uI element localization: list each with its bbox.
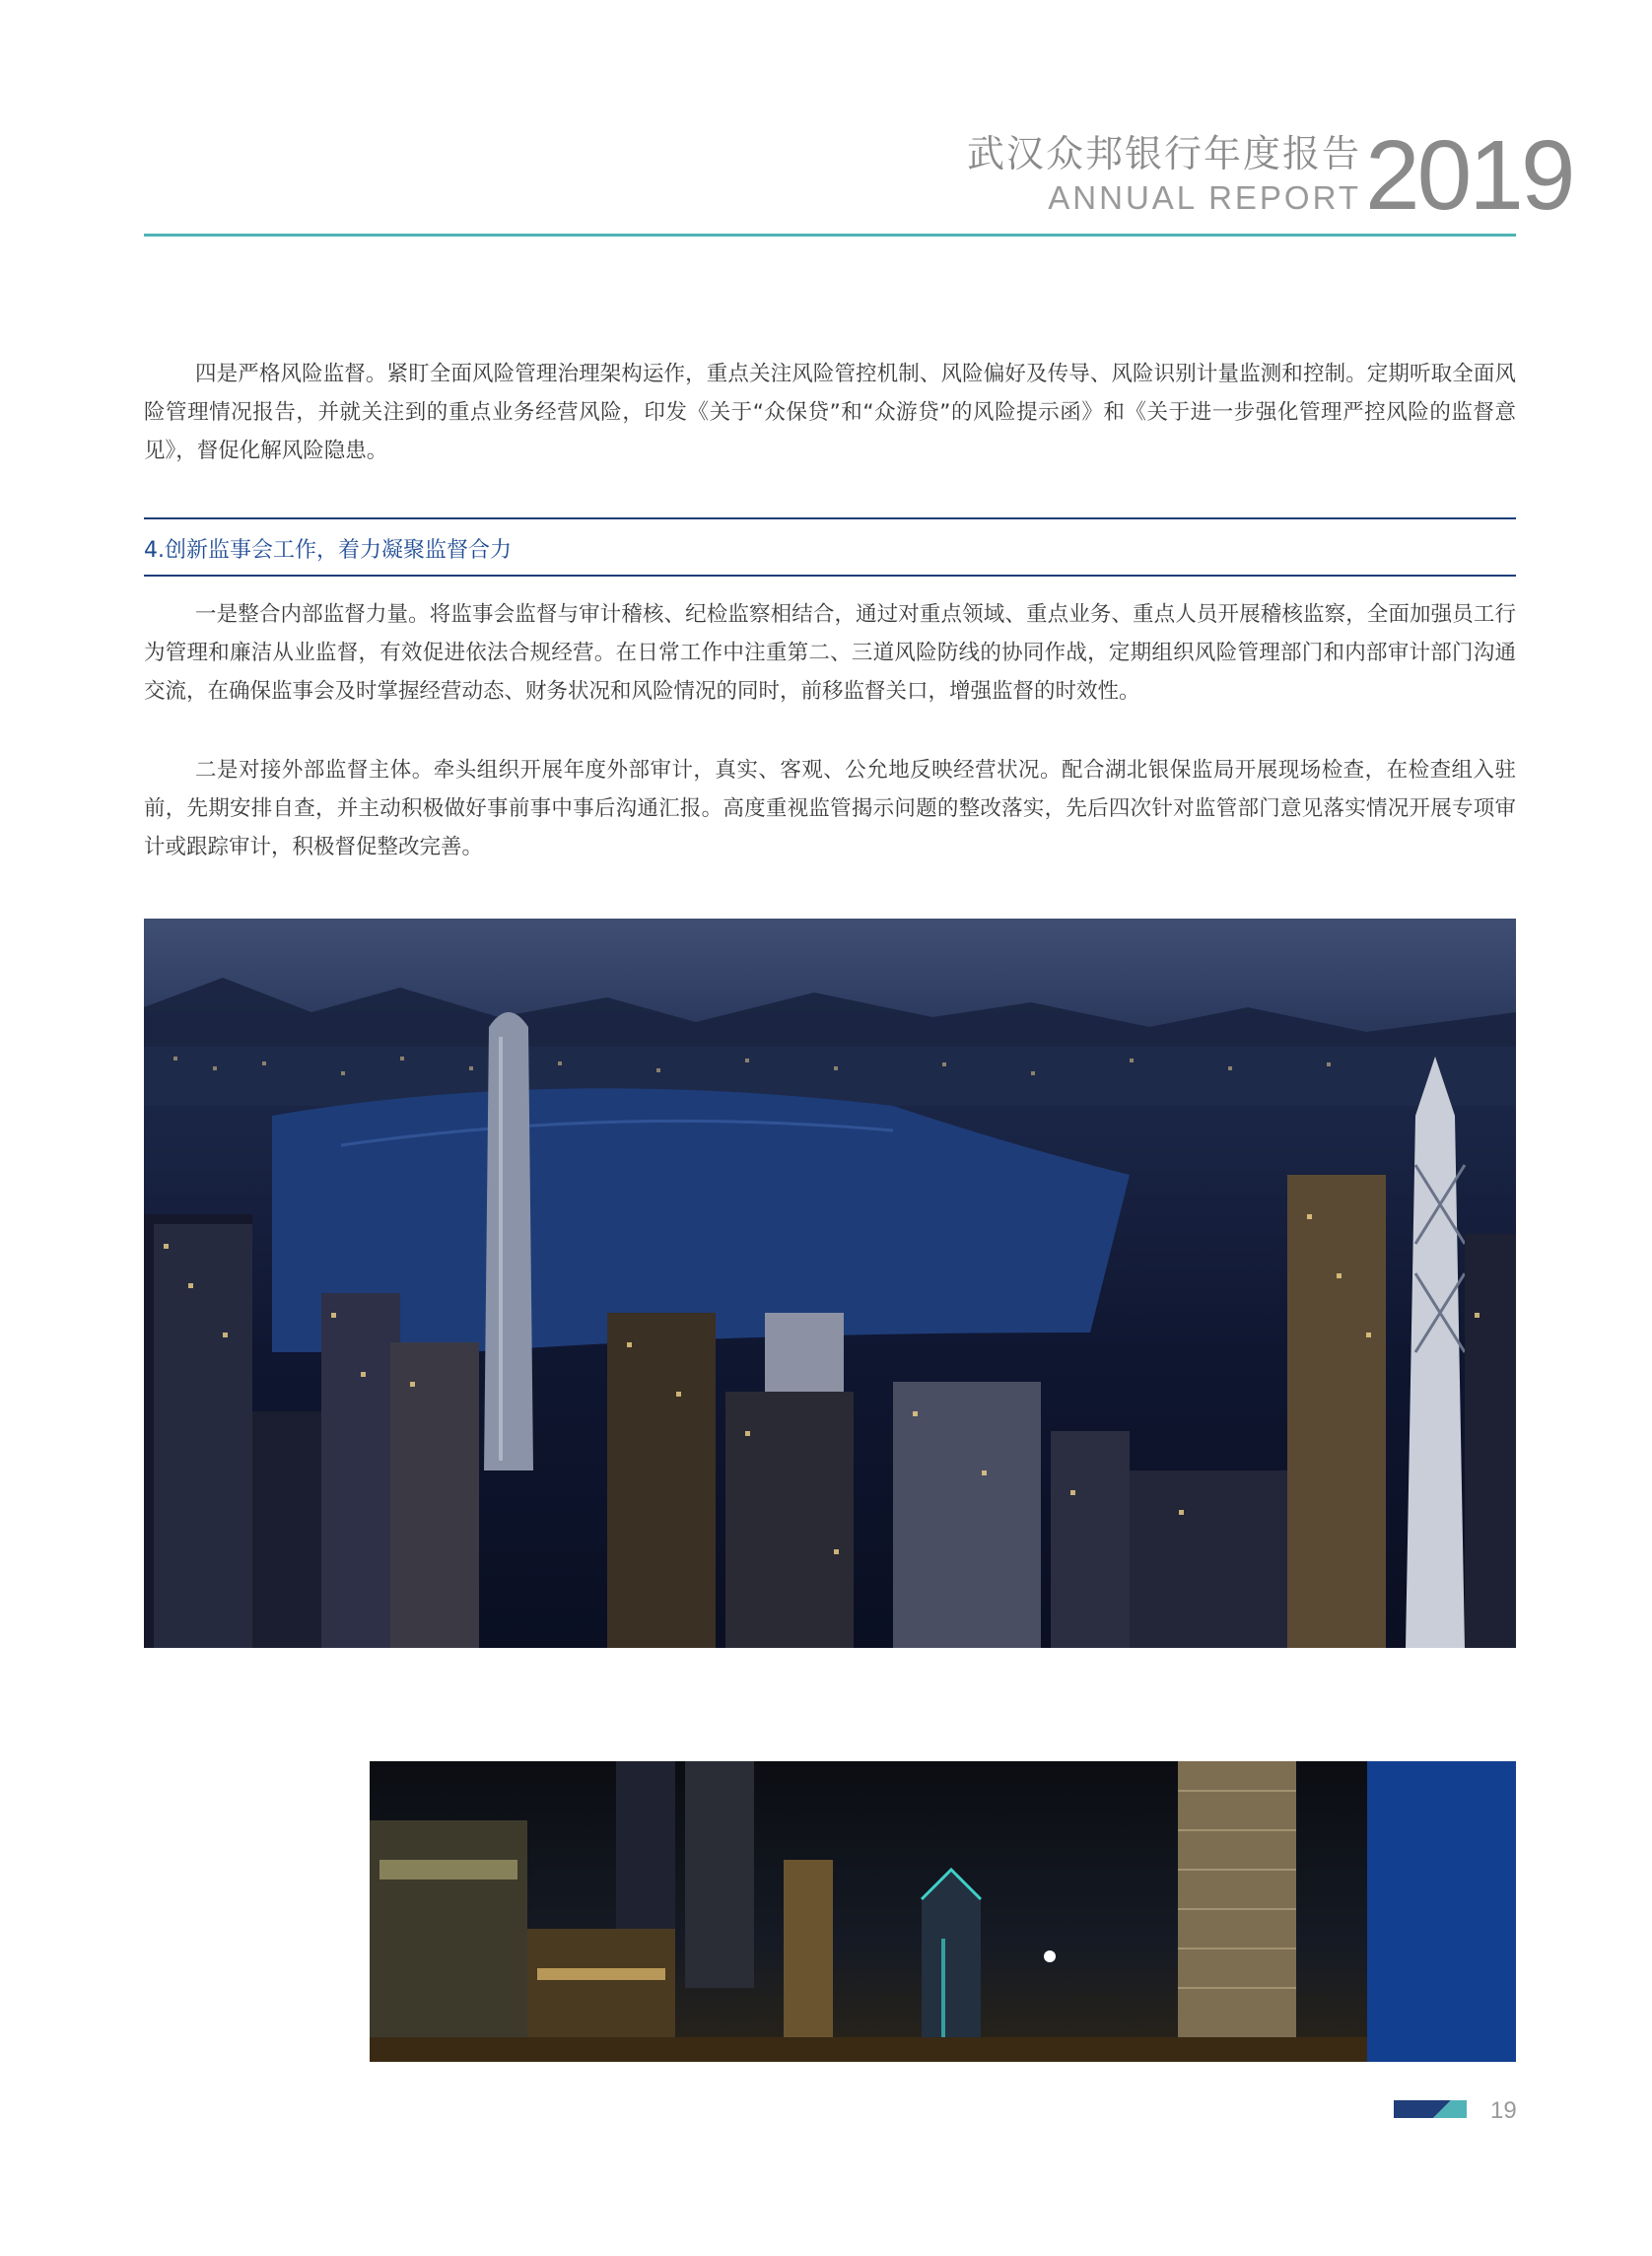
section-heading-text: 4.创新监事会工作，着力凝聚监督合力: [144, 538, 512, 563]
paragraph-risk-supervision: 四是严格风险监督。紧盯全面风险管理治理架构运作，重点关注风险管控机制、风险偏好及传导、风险识别计量监测和控制。定期听取全面风险管理情况报告，并就关注到的重点业务经营风险，印发《关于“众保贷”和“众游贷”的风险提示函》和《关于进一步强化管理严控风险的监督意见》，督促化解风险隐患。: [144, 362, 1516, 463]
header-divider: [144, 234, 1516, 237]
report-year: 2019: [1365, 120, 1573, 231]
night-street-photo: [370, 1761, 1367, 2062]
paragraph-internal-supervision: 一是整合内部监督力量。将监事会监督与审计稽核、纪检监察相结合，通过对重点领域、重点业务、重点人员开展稽核监察，全面加强员工行为管理和廉洁从业监督，有效促进依法合规经营。在日常工作中注重第二、三道风险防线的协同作战，定期组织风险管理部门和内部审计部门沟通交流，在确保监事会及时掌握经营动态、财务状况和风险情况的同时，前移监督关口，增强监督的时效性。: [144, 602, 1516, 704]
report-title-en: ANNUAL REPORT: [1048, 179, 1361, 216]
city-skyline-photo: [144, 919, 1516, 1648]
report-title-cn: 武汉众邦银行年度报告: [966, 132, 1361, 175]
accent-blue-block: [1367, 1761, 1516, 2062]
section-heading: [144, 517, 1516, 577]
street-illustration: [370, 1761, 1367, 2062]
skyline-illustration: [144, 919, 1516, 1648]
page-marker-icon: [1394, 2100, 1467, 2118]
page-number: 19: [1490, 2097, 1517, 2124]
paragraph-external-supervision: 二是对接外部监督主体。牵头组织开展年度外部审计，真实、客观、公允地反映经营状况。配合湖北银保监局开展现场检查，在检查组入驻前，先期安排自查，并主动积极做好事前事中事后沟通汇报。高度重视监管揭示问题的整改落实，先后四次针对监管部门意见落实情况开展专项审计或跟踪审计，积极督促整改完善。: [144, 758, 1516, 859]
